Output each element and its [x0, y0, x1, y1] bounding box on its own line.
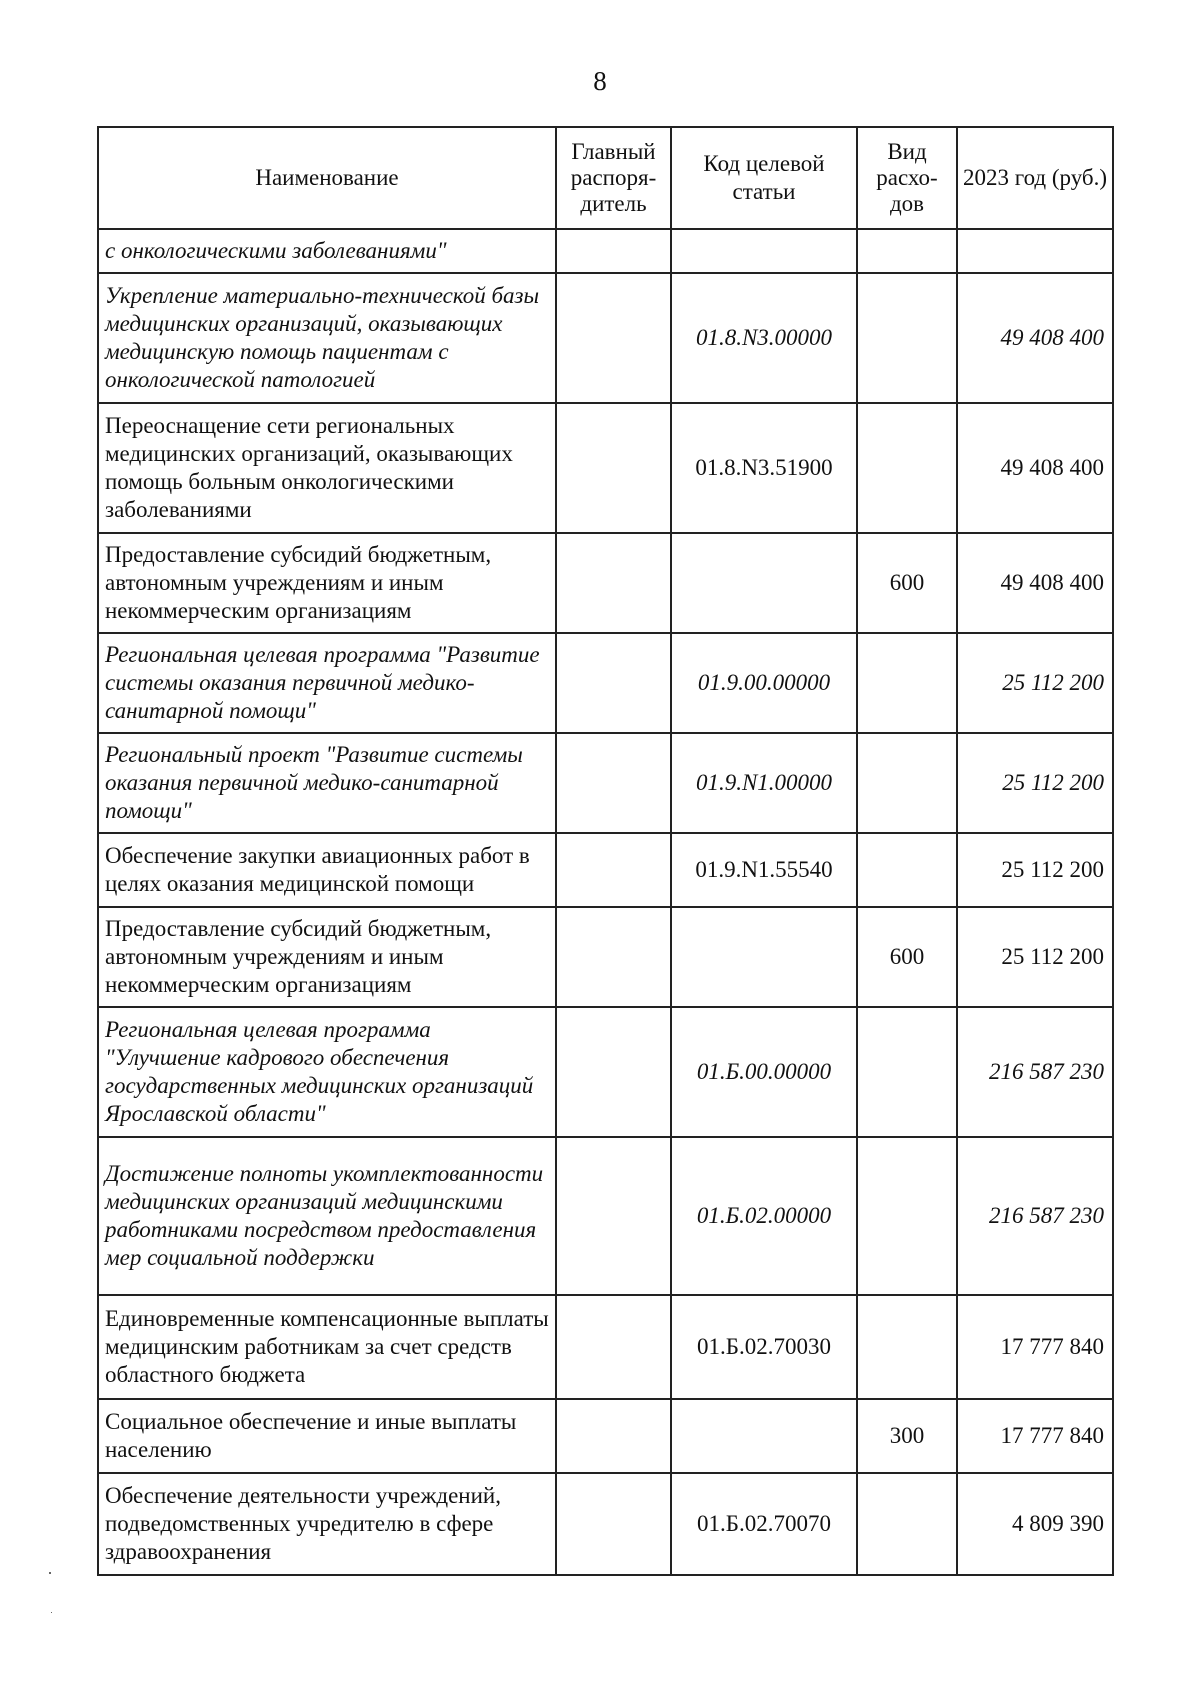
row-name-cell: Обеспечение деятельности учреждений, подведомственных учредителю в сфере здравоохранения	[98, 1473, 556, 1575]
row-amount-cell: 49 408 400	[957, 273, 1113, 403]
header-manager: Главный распоря-дитель	[556, 127, 671, 229]
table-row	[98, 273, 1113, 403]
row-code-cell: 01.9.N1.55540	[671, 833, 857, 907]
row-type-cell	[857, 1137, 957, 1295]
row-type-cell	[857, 1007, 957, 1137]
row-name-cell: Достижение полноты укомплектованности медицинских организаций медицинскими работниками посредством предоставления мер социальной поддержки	[98, 1137, 556, 1295]
table-row	[98, 403, 1113, 533]
row-code-cell	[671, 229, 857, 273]
row-type-cell: 600	[857, 907, 957, 1007]
row-code-cell: 01.Б.02.00000	[671, 1137, 857, 1295]
row-code-cell	[671, 1399, 857, 1473]
row-manager-cell	[556, 1473, 671, 1575]
row-code-cell: 01.Б.02.70030	[671, 1295, 857, 1399]
row-amount-cell: 25 112 200	[957, 633, 1113, 733]
table-row	[98, 833, 1113, 907]
header-type: Вид расхо-дов	[857, 127, 957, 229]
header-code: Код целевой статьи	[671, 127, 857, 229]
row-manager-cell	[556, 533, 671, 633]
row-code-cell: 01.9.N1.00000	[671, 733, 857, 833]
header-name: Наименование	[98, 127, 556, 229]
table-row	[98, 1295, 1113, 1399]
row-manager-cell	[556, 1007, 671, 1137]
row-amount-cell: 17 777 840	[957, 1399, 1113, 1473]
row-manager-cell	[556, 1399, 671, 1473]
table-row	[98, 1399, 1113, 1473]
table-row	[98, 1007, 1113, 1137]
row-manager-cell	[556, 1295, 671, 1399]
table-row	[98, 1137, 1113, 1295]
row-name-cell: Единовременные компенсационные выплаты медицинским работникам за счет средств областного бюджета	[98, 1295, 556, 1399]
row-manager-cell	[556, 907, 671, 1007]
row-code-cell	[671, 907, 857, 1007]
row-manager-cell	[556, 733, 671, 833]
scan-speck	[49, 1572, 51, 1574]
row-code-cell: 01.Б.02.70070	[671, 1473, 857, 1575]
row-code-cell	[671, 533, 857, 633]
row-type-cell: 300	[857, 1399, 957, 1473]
table-row	[98, 633, 1113, 733]
row-amount-cell: 25 112 200	[957, 907, 1113, 1007]
row-code-cell: 01.9.00.00000	[671, 633, 857, 733]
row-amount-cell	[957, 229, 1113, 273]
row-name-cell: Переоснащение сети региональных медицинских организаций, оказывающих помощь больным онкологическими заболеваниями	[98, 403, 556, 533]
row-amount-cell: 216 587 230	[957, 1137, 1113, 1295]
row-type-cell	[857, 633, 957, 733]
row-type-cell	[857, 833, 957, 907]
budget-table	[97, 126, 1114, 1576]
row-name-cell: Предоставление субсидий бюджетным, автономным учреждениям и иным некоммерческим организациям	[98, 533, 556, 633]
row-name-cell: Обеспечение закупки авиационных работ в целях оказания медицинской помощи	[98, 833, 556, 907]
row-manager-cell	[556, 833, 671, 907]
row-code-cell: 01.8.N3.00000	[671, 273, 857, 403]
row-type-cell	[857, 733, 957, 833]
table-row	[98, 907, 1113, 1007]
row-type-cell	[857, 1473, 957, 1575]
row-manager-cell	[556, 273, 671, 403]
table-row	[98, 733, 1113, 833]
row-type-cell	[857, 229, 957, 273]
row-name-cell: Социальное обеспечение и иные выплаты населению	[98, 1399, 556, 1473]
row-amount-cell: 17 777 840	[957, 1295, 1113, 1399]
row-amount-cell: 4 809 390	[957, 1473, 1113, 1575]
row-code-cell: 01.Б.00.00000	[671, 1007, 857, 1137]
row-amount-cell: 25 112 200	[957, 733, 1113, 833]
row-amount-cell: 216 587 230	[957, 1007, 1113, 1137]
row-type-cell	[857, 403, 957, 533]
table-row	[98, 1473, 1113, 1575]
row-manager-cell	[556, 403, 671, 533]
row-type-cell	[857, 273, 957, 403]
header-amount: 2023 год (руб.)	[957, 127, 1113, 229]
page-number: 8	[593, 66, 607, 96]
scan-speck	[51, 1612, 52, 1613]
table-row	[98, 533, 1113, 633]
row-manager-cell	[556, 229, 671, 273]
row-type-cell: 600	[857, 533, 957, 633]
row-name-cell: Укрепление материально-технической базы медицинских организаций, оказывающих медицинскую помощь пациентам с онкологической патологией	[98, 273, 556, 403]
row-type-cell	[857, 1295, 957, 1399]
row-amount-cell: 49 408 400	[957, 403, 1113, 533]
row-amount-cell: 25 112 200	[957, 833, 1113, 907]
row-manager-cell	[556, 633, 671, 733]
row-amount-cell: 49 408 400	[957, 533, 1113, 633]
row-name-cell: Предоставление субсидий бюджетным, автономным учреждениям и иным некоммерческим организациям	[98, 907, 556, 1007]
row-manager-cell	[556, 1137, 671, 1295]
row-name-cell: Региональный проект "Развитие системы оказания первичной медико-санитарной помощи"	[98, 733, 556, 833]
row-code-cell: 01.8.N3.51900	[671, 403, 857, 533]
table-row	[98, 229, 1113, 273]
row-name-cell: с онкологическими заболеваниями"	[98, 229, 556, 273]
row-name-cell: Региональная целевая программа "Улучшение кадрового обеспечения государственных медицинских организаций Ярославской области"	[98, 1007, 556, 1137]
table-header-row	[98, 127, 1113, 229]
row-name-cell: Региональная целевая программа "Развитие системы оказания первичной медико-санитарной помощи"	[98, 633, 556, 733]
